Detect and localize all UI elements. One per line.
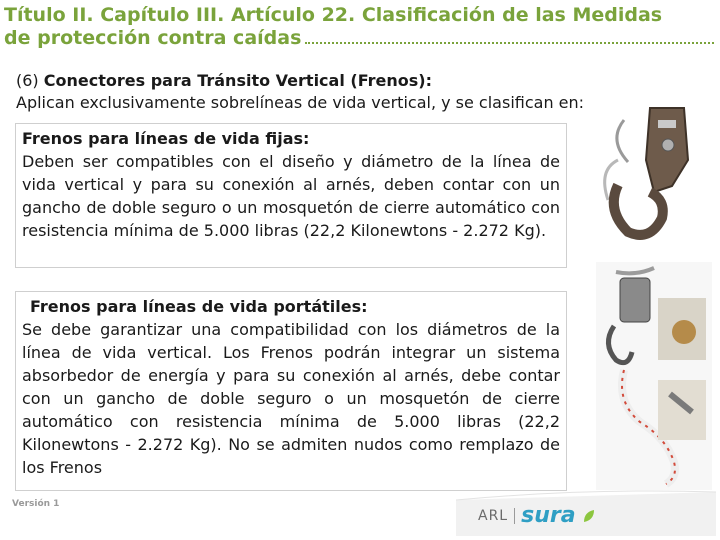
portable-lifeline-title: Frenos para líneas de vida portátiles: <box>30 297 368 316</box>
intro-number: (6) <box>16 71 39 90</box>
page-title <box>4 4 716 50</box>
fixed-lifeline-body: Deben ser compatibles con el diseño y diámetro de la línea de vida vertical y para su conexión al arnés, deben contar con un gancho de doble seguro o un mosquetón de cierre automático con resistencia mínima de 5.000 libras (22,2 Kilonewtons - 2.272 Kg). <box>22 152 560 240</box>
intro-text: Aplican exclusivamente sobrelíneas de vida vertical, y se clasifican en: <box>16 93 585 112</box>
intro-heading: Conectores para Tránsito Vertical (Frenos): <box>43 71 432 90</box>
fixed-lifeline-section <box>15 123 567 268</box>
version-label: Versión 1 <box>12 499 60 509</box>
logo-sura-text: sura <box>521 503 576 528</box>
title-line-1: Título II. Capítulo III. Artículo 22. Clasificación de las Medidas <box>4 4 663 26</box>
sura-leaf-icon <box>582 508 596 524</box>
title-line-2-text: de protección contra caídas <box>4 27 302 49</box>
intro-heading-line <box>16 70 696 92</box>
fixed-lifeline-title: Frenos para líneas de vida fijas: <box>22 129 310 148</box>
logo-separator <box>514 508 515 524</box>
portable-rope-grab-photo <box>596 262 712 490</box>
arl-sura-logo <box>478 503 596 528</box>
portable-lifeline-section <box>15 291 567 491</box>
fixed-rope-grab-photo <box>588 100 708 245</box>
portable-lifeline-body: Se debe garantizar una compatibilidad con los diámetros de la línea de vida vertical. Los Frenos podrán integrar un sistema absorbedor de energía y para su conexión al arnés, debe contar con un gancho de doble seguro o un mosquetón de cierre automático con resistencia mínima de 5.000 libras (22,2 Kilonewtons - 2.272 Kg). No se admiten nudos como remplazo de los Frenos <box>22 320 560 477</box>
title-line-2 <box>4 27 716 50</box>
title-dotted-rule <box>305 41 714 44</box>
logo-arl-text: ARL <box>478 507 509 524</box>
